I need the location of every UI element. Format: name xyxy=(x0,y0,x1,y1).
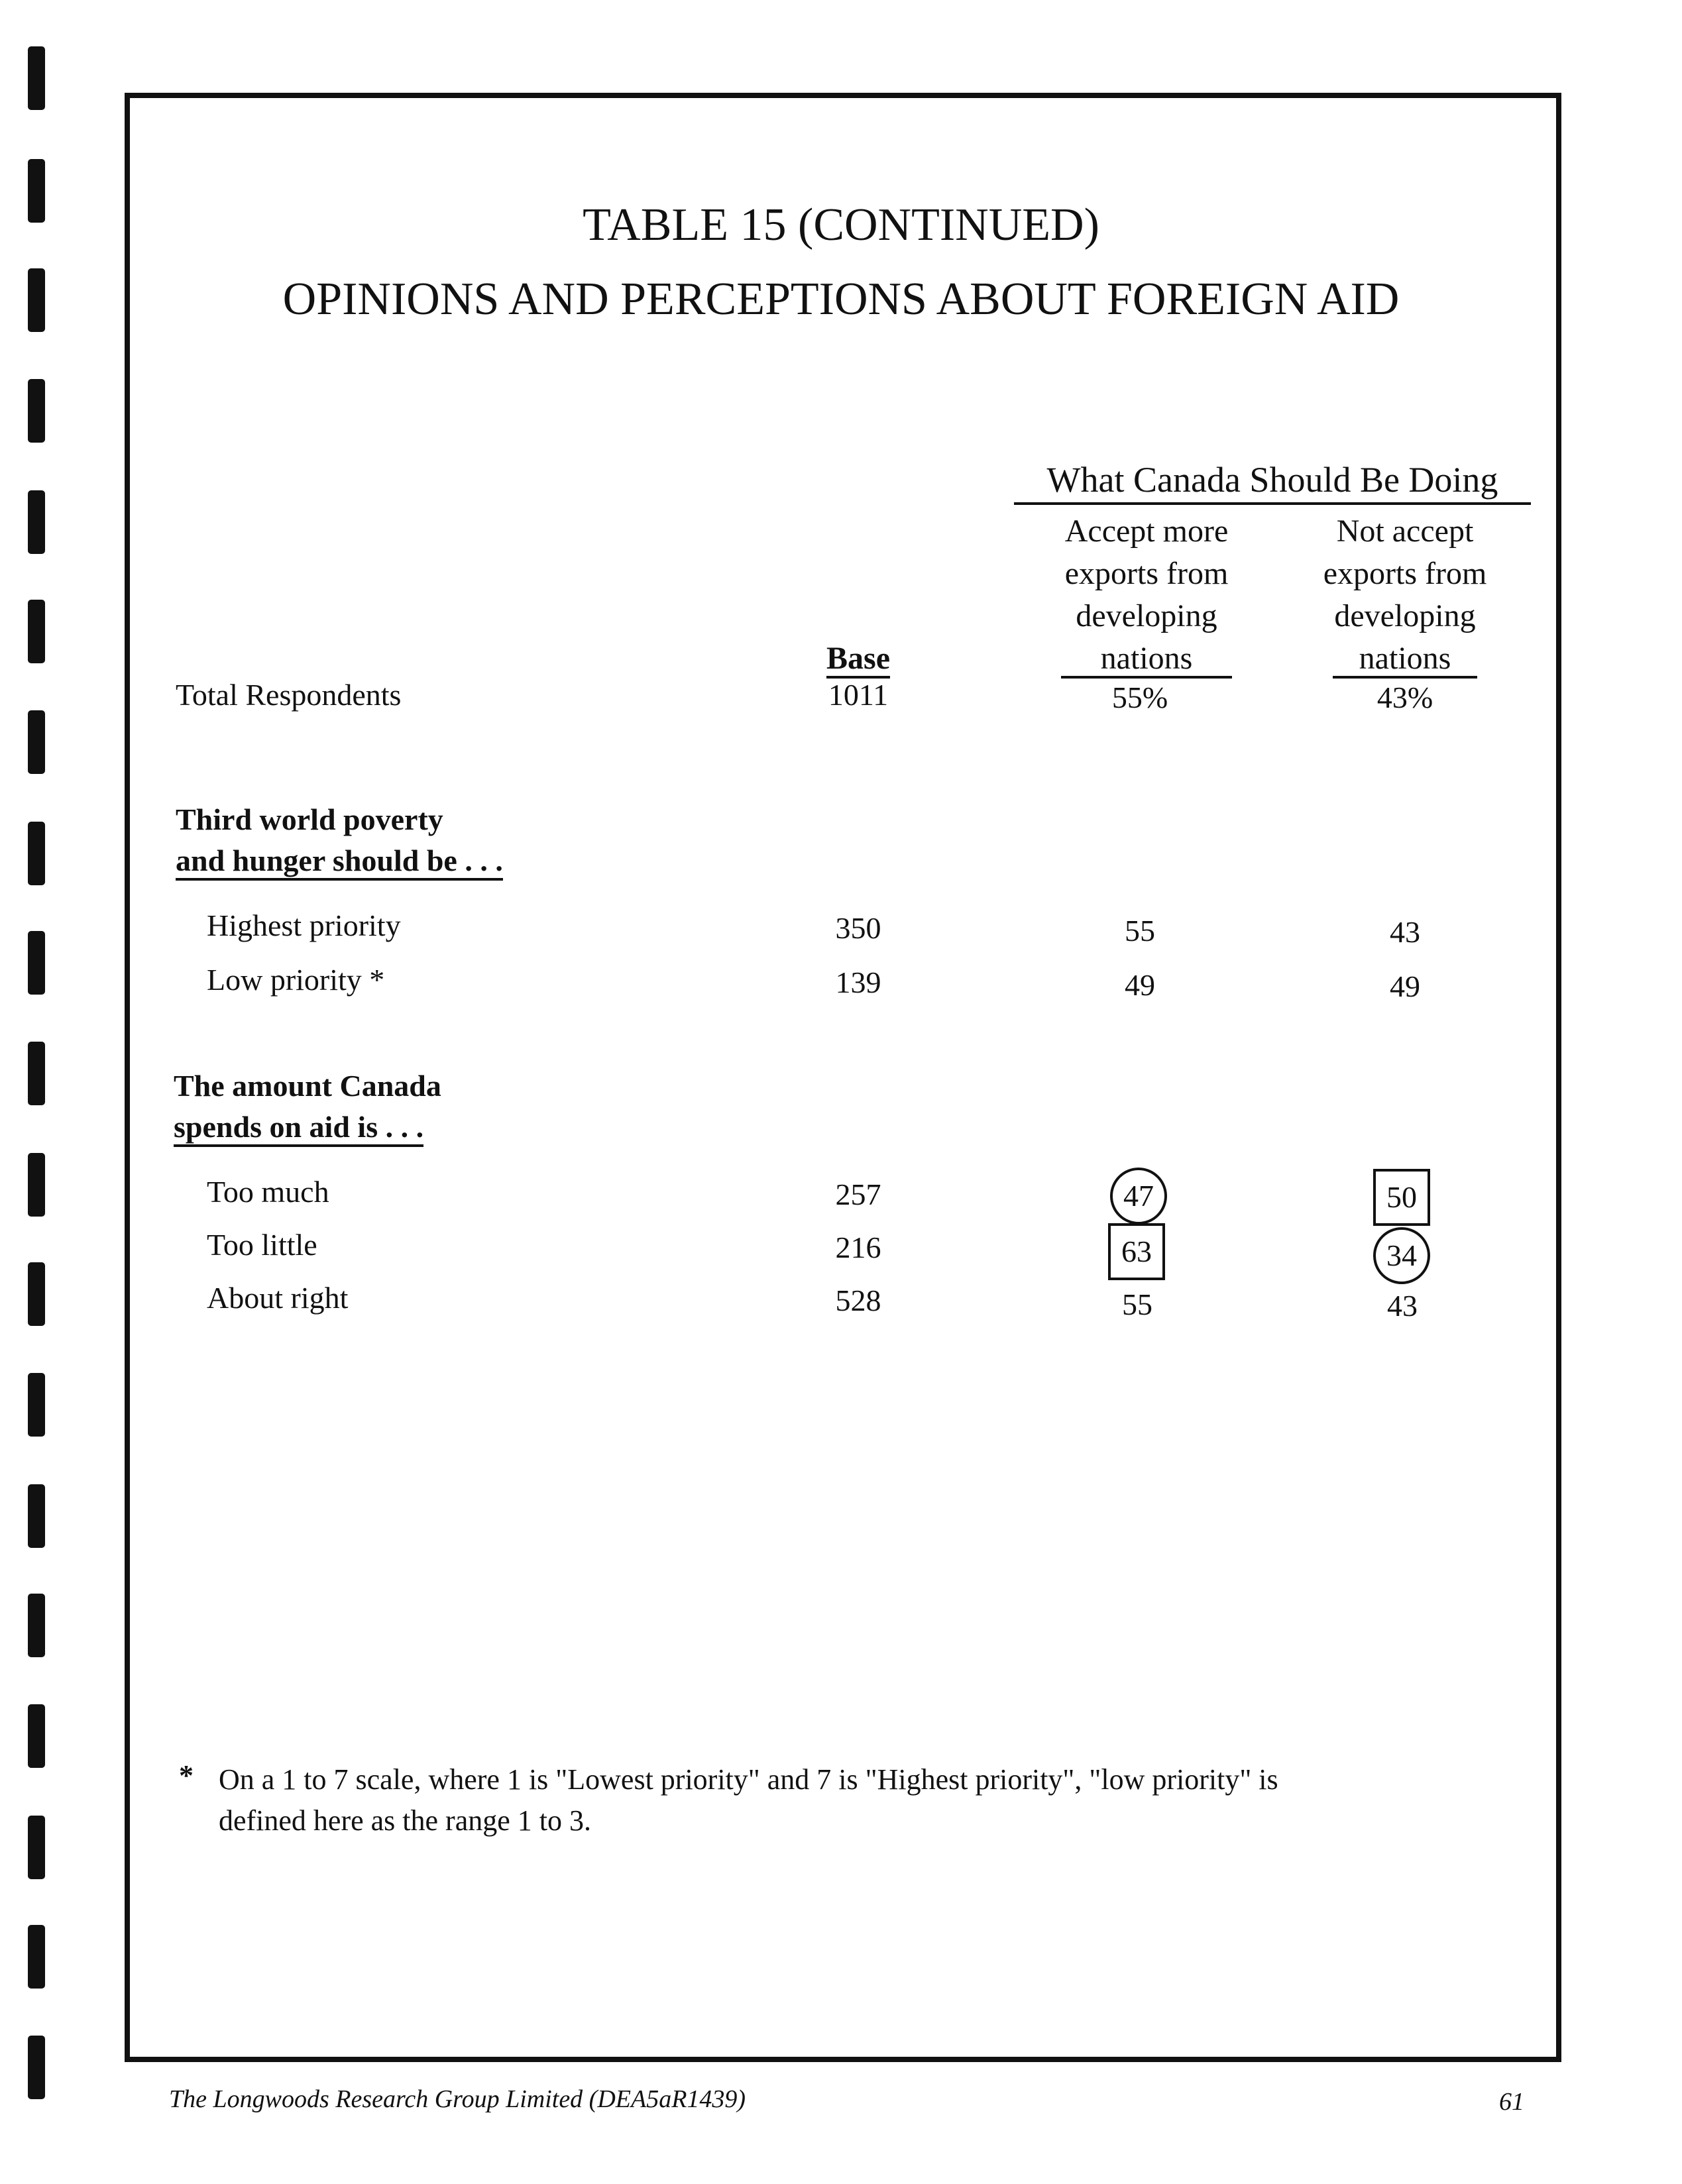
header-line: developing xyxy=(1334,598,1476,633)
total-col1: 55% xyxy=(1111,681,1168,714)
binder-mark xyxy=(28,1925,45,1989)
table-subtitle: OPINIONS AND PERCEPTIONS ABOUT FOREIGN AID xyxy=(282,274,1400,325)
binder-mark xyxy=(28,1262,45,1326)
row-base: 139 xyxy=(835,965,881,999)
row-base: 350 xyxy=(835,911,881,945)
row-col1: 49 xyxy=(1125,968,1155,1002)
header-line: Accept more xyxy=(1064,514,1229,549)
binder-mark xyxy=(28,1373,45,1437)
column-header-accept xyxy=(1007,510,1286,680)
footnote-text: On a 1 to 7 scale, where 1 is "Lowest priority" and 7 is "Highest priority", "low priority" is xyxy=(219,1763,1278,1796)
column-header-base xyxy=(792,637,925,680)
column-header-not-accept xyxy=(1266,510,1544,680)
footnote-marker: * xyxy=(179,1759,194,1792)
total-base: 1011 xyxy=(828,678,889,712)
binder-mark xyxy=(28,1153,45,1217)
binder-mark xyxy=(28,379,45,443)
circled-value: 47 xyxy=(1110,1168,1167,1225)
section-heading: The amount Canada xyxy=(174,1069,441,1103)
total-respondents-label: Total Respondents xyxy=(176,678,402,712)
binder-mark xyxy=(28,1704,45,1768)
footer-source: The Longwoods Research Group Limited (DEA5aR1439) xyxy=(169,2085,746,2113)
boxed-value: 63 xyxy=(1108,1223,1165,1280)
binder-mark xyxy=(28,490,45,554)
binder-mark xyxy=(28,822,45,885)
group-header: What Canada Should Be Doing xyxy=(1014,457,1531,505)
binder-mark xyxy=(28,2036,45,2099)
binder-mark xyxy=(28,710,45,774)
circled-value: 34 xyxy=(1373,1227,1430,1284)
binder-mark xyxy=(28,931,45,995)
binder-mark xyxy=(28,46,45,110)
header-line: nations xyxy=(1061,641,1233,679)
binder-mark xyxy=(28,1042,45,1105)
header-line: exports from xyxy=(1064,556,1229,591)
row-label: Highest priority xyxy=(207,908,401,942)
binder-mark xyxy=(28,1484,45,1548)
base-label: Base xyxy=(826,641,890,679)
boxed-value: 50 xyxy=(1373,1169,1430,1226)
row-col1: 55 xyxy=(1122,1287,1152,1321)
section-heading: spends on aid is . . . xyxy=(174,1109,423,1147)
binder-mark xyxy=(28,1816,45,1879)
row-col2: 43 xyxy=(1390,915,1420,949)
header-line: nations xyxy=(1333,641,1478,679)
table-title: TABLE 15 (CONTINUED) xyxy=(583,199,1099,250)
row-label: Too much xyxy=(207,1175,329,1209)
row-label: About right xyxy=(207,1281,349,1315)
header-line: Not accept xyxy=(1336,514,1474,549)
binder-mark xyxy=(28,1594,45,1657)
total-col2: 43% xyxy=(1376,681,1433,714)
header-line: exports from xyxy=(1323,556,1487,591)
row-base: 257 xyxy=(835,1177,881,1211)
row-col2: 49 xyxy=(1390,969,1420,1003)
footnote-text: defined here as the range 1 to 3. xyxy=(219,1804,591,1837)
row-base: 528 xyxy=(835,1283,881,1317)
binder-mark xyxy=(28,600,45,663)
page-number: 61 xyxy=(1499,2088,1524,2116)
row-col2: 43 xyxy=(1387,1289,1418,1323)
row-label: Too little xyxy=(207,1228,317,1262)
row-col1: 55 xyxy=(1125,914,1155,948)
section-heading: and hunger should be . . . xyxy=(176,843,503,881)
section-heading: Third world poverty xyxy=(176,802,443,836)
header-line: developing xyxy=(1076,598,1217,633)
row-base: 216 xyxy=(835,1230,881,1264)
row-label: Low priority * xyxy=(207,963,385,997)
